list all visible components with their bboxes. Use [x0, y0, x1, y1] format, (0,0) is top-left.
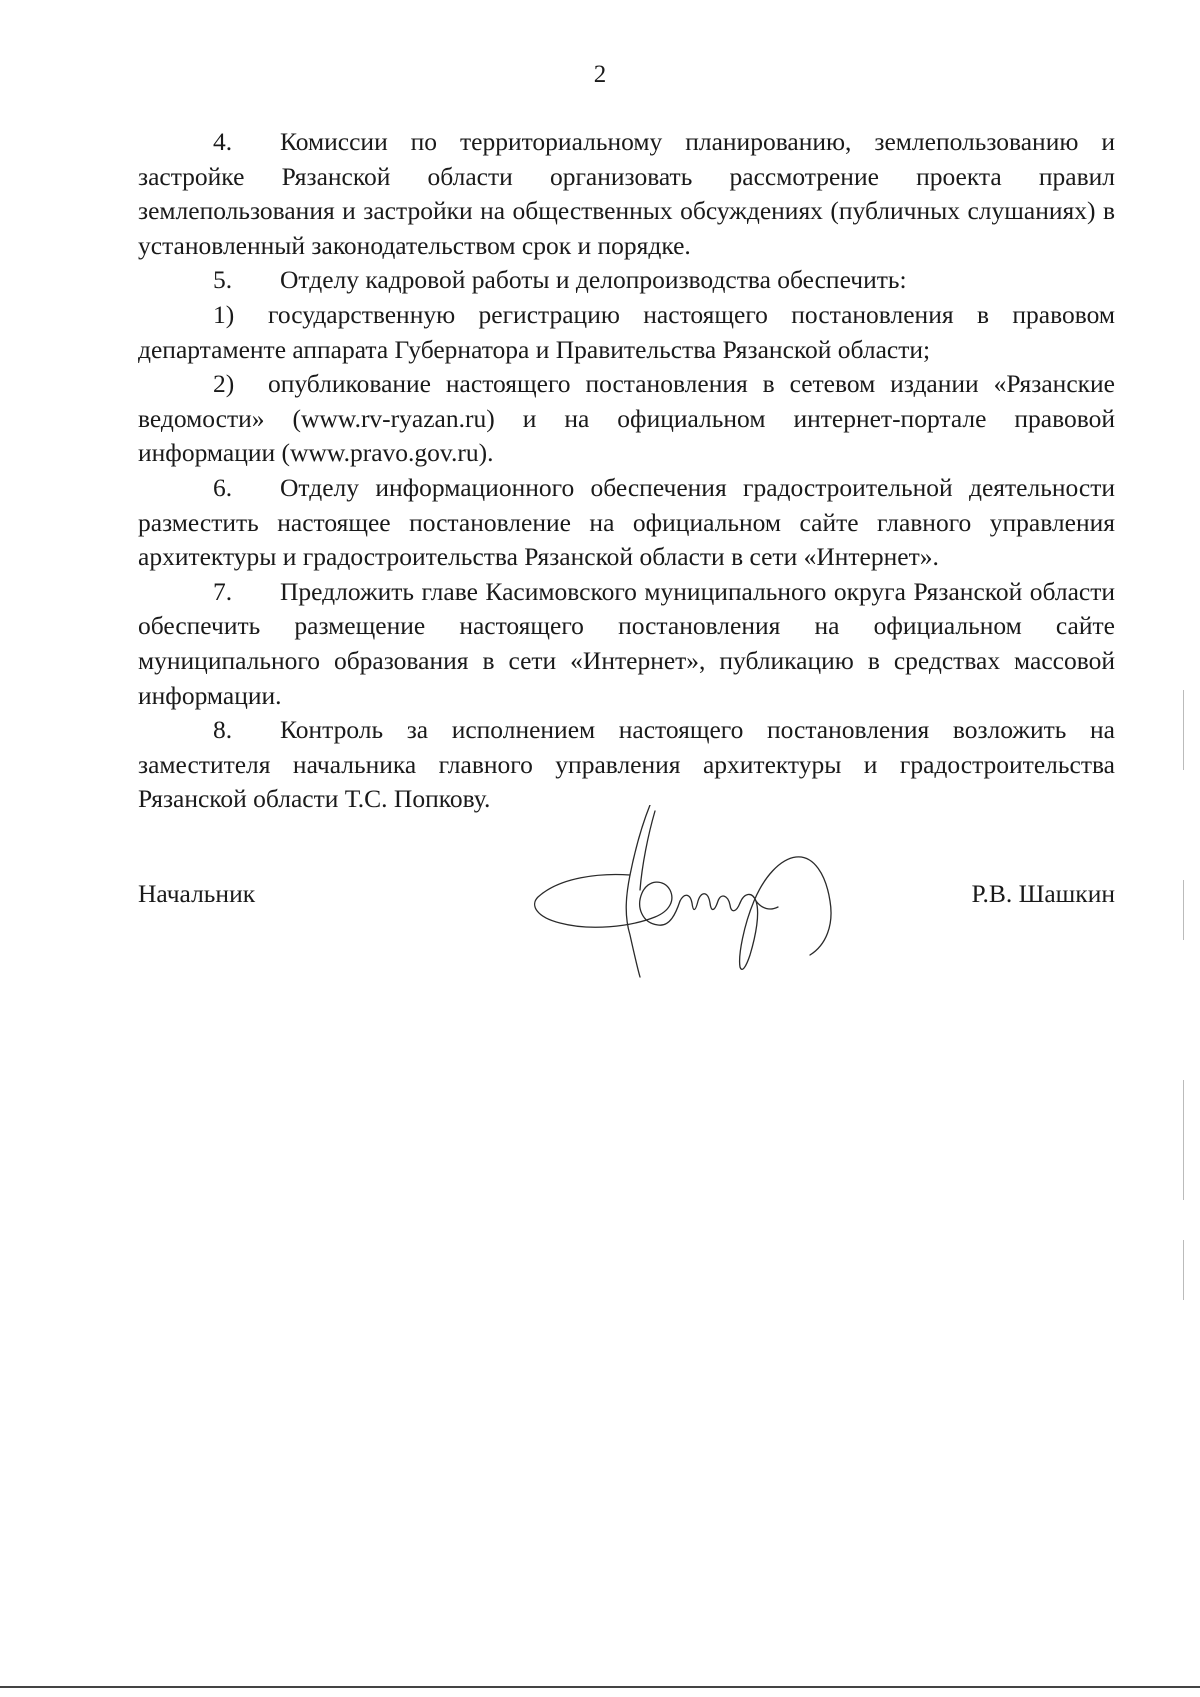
paragraph-6: [138, 471, 1115, 575]
paragraph-text: опубликование настоящего постановления в сетевом издании «Рязанские ведомости» (www.rv-ryazan.ru) и на официальном интернет-портале правовой информации (www.pravo.gov.ru).: [138, 369, 1115, 468]
signatory-title: Начальник: [138, 879, 256, 908]
page-number: 2: [593, 61, 607, 88]
subparagraph-number: 2): [213, 369, 235, 399]
scan-edge-mark: [1183, 1080, 1184, 1200]
scan-edge-mark: [1183, 1240, 1184, 1300]
paragraph-5: [138, 263, 1115, 298]
paragraph-4: [138, 125, 1115, 263]
paragraph-7: [138, 575, 1115, 713]
paragraph-number: 6.: [213, 472, 233, 502]
subparagraph-5-1: [138, 298, 1115, 367]
paragraph-number: 5.: [213, 265, 233, 295]
scan-edge-mark: [1183, 880, 1184, 940]
paragraph-number: 7.: [213, 576, 233, 606]
signatory-name: Р.В. Шашкин: [971, 879, 1115, 908]
paragraph-number: 4.: [213, 127, 233, 156]
subparagraph-5-2: [138, 367, 1115, 471]
paragraph-text: государственную регистрацию настоящего постановления в правовом департаменте аппарата Губернатора и Правительства Рязанской области;: [138, 299, 1115, 364]
paragraph-text: Контроль за исполнением настоящего постановления возложить на заместителя начальника главного управления архитектуры и градостроительства Рязанской области Т.С. Попкову.: [138, 715, 1115, 814]
paragraph-number: 8.: [213, 715, 233, 745]
paragraph-text: Комиссии по территориальному планированию, землепользованию и застройке Рязанской области организовать рассмотрение проекта правил землепользования и застройки на общественных обсуждениях (публичных слушаниях) в установленный законодательством срок и порядке.: [138, 127, 1115, 260]
paragraph-text: Отделу кадровой работы и делопроизводства обеспечить:: [280, 265, 907, 295]
scan-bottom-edge: [0, 1686, 1200, 1688]
subparagraph-number: 1): [213, 299, 235, 329]
scan-edge-mark: [1183, 690, 1184, 770]
handwritten-signature-icon: [530, 805, 850, 980]
paragraph-8: [138, 713, 1115, 817]
paragraph-text: Предложить главе Касимовского муниципального округа Рязанской области обеспечить размещение настоящего постановления на официальном сайте муниципального образования в сети «Интернет», публикацию в средствах массовой информации.: [138, 576, 1115, 710]
document-body: [138, 125, 1115, 817]
paragraph-text: Отделу информационного обеспечения градостроительной деятельности разместить настоящее постановление на официальном сайте главного управления архитектуры и градостроительства Рязанской области в сети «Интернет».: [138, 472, 1115, 572]
